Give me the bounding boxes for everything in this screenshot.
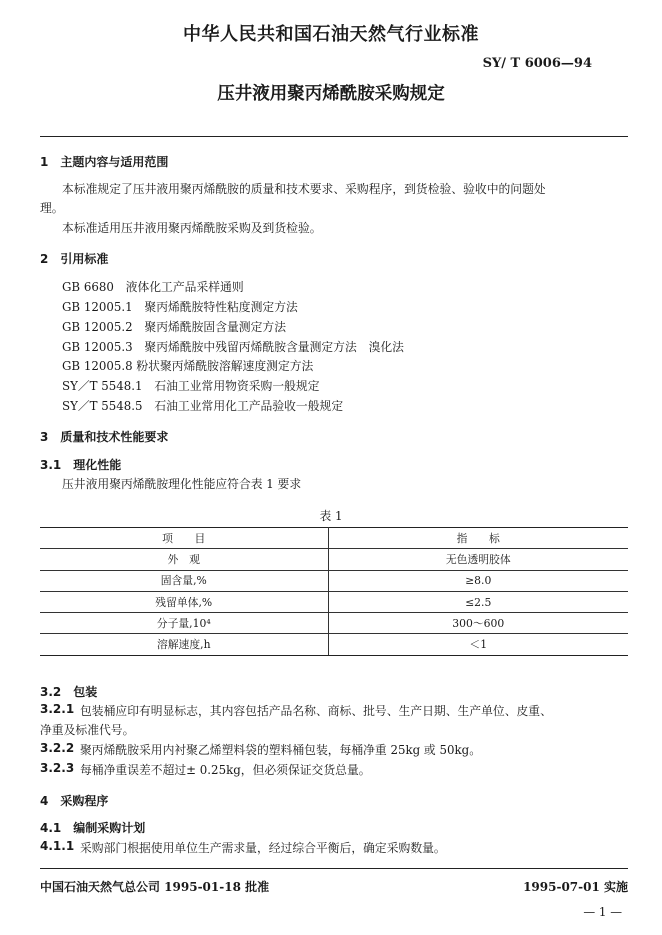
section-4-1-heading: 4.1 编制采购计划 bbox=[40, 821, 146, 835]
industry-standard-title: 中华人民共和国石油天然气行业标准 bbox=[183, 24, 479, 45]
reference-item: GB 12005.1 聚丙烯酰胺特性粘度测定方法 bbox=[62, 300, 298, 314]
approval-statement: 中国石油天然气总公司 1995-01-18 批准 bbox=[40, 880, 270, 894]
table-cell: 残留单体,% bbox=[40, 591, 328, 612]
properties-table bbox=[40, 527, 628, 656]
table-header-item: 项 目 bbox=[40, 528, 328, 549]
page-number: — 1 — bbox=[583, 905, 622, 919]
table-header-row bbox=[40, 528, 628, 549]
section-3-heading: 3 质量和技术性能要求 bbox=[40, 430, 169, 444]
section-3-1-text: 压井液用聚丙烯酰胺理化性能应符合表 1 要求 bbox=[62, 477, 302, 491]
clause-3-2-1-line-2: 净重及标准代号。 bbox=[40, 723, 135, 737]
section-1-paragraph-1-line-1: 本标准规定了压井液用聚丙烯酰胺的质量和技术要求、采购程序，到货检验、验收中的问题处 bbox=[62, 182, 546, 196]
table-row bbox=[40, 591, 628, 612]
document-title: 压井液用聚丙烯酰胺采购规定 bbox=[217, 84, 445, 104]
table-cell: 溶解速度,h bbox=[40, 634, 328, 655]
header-divider bbox=[40, 136, 628, 137]
table-row bbox=[40, 634, 628, 655]
clause-3-2-3-text: 每桶净重误差不超过± 0.25kg，但必须保证交货总量。 bbox=[80, 763, 371, 777]
clause-number: 3.2.1 bbox=[40, 702, 75, 716]
table-row bbox=[40, 613, 628, 634]
table-header-value: 指 标 bbox=[328, 528, 628, 549]
reference-item: SY／T 5548.1 石油工业常用物资采购一般规定 bbox=[62, 379, 320, 393]
clause-4-1-1-text: 采购部门根据使用单位生产需求量，经过综合平衡后，确定采购数量。 bbox=[80, 841, 446, 855]
table-caption: 表 1 bbox=[319, 509, 343, 523]
table-cell: 无色透明胶体 bbox=[328, 549, 628, 570]
section-1-paragraph-2: 本标准适用压井液用聚丙烯酰胺采购及到货检验。 bbox=[62, 221, 322, 235]
reference-item: GB 6680 液体化工产品采样通则 bbox=[62, 280, 244, 294]
table-cell: ＜1 bbox=[328, 634, 628, 655]
section-3-2-heading: 3.2 包装 bbox=[40, 685, 98, 699]
clause-number: 3.2.2 bbox=[40, 741, 75, 755]
clause-number: 3.2.3 bbox=[40, 761, 75, 775]
table-cell: 分子量,10⁴ bbox=[40, 613, 328, 634]
table-cell: 固含量,% bbox=[40, 570, 328, 591]
section-1-heading: 1 主题内容与适用范围 bbox=[40, 155, 169, 169]
footer-divider bbox=[40, 868, 628, 869]
clause-3-2-2-text: 聚丙烯酰胺采用内衬聚乙烯塑料袋的塑料桶包装，每桶净重 25kg 或 50kg。 bbox=[80, 743, 481, 757]
table-cell: ≥8.0 bbox=[328, 570, 628, 591]
section-1-paragraph-1-line-2: 理。 bbox=[40, 201, 64, 215]
table-row bbox=[40, 549, 628, 570]
implementation-date: 1995-07-01 实施 bbox=[523, 880, 628, 894]
reference-item: SY／T 5548.5 石油工业常用化工产品验收一般规定 bbox=[62, 399, 344, 413]
reference-item: GB 12005.2 聚丙烯酰胺固含量测定方法 bbox=[62, 320, 286, 334]
standard-code: SY/ T 6006—94 bbox=[482, 56, 592, 71]
reference-item: GB 12005.8 粉状聚丙烯酰胺溶解速度测定方法 bbox=[62, 359, 314, 373]
section-4-heading: 4 采购程序 bbox=[40, 794, 109, 808]
table-row bbox=[40, 570, 628, 591]
reference-item: GB 12005.3 聚丙烯酰胺中残留丙烯酰胺含量测定方法 溴化法 bbox=[62, 340, 404, 354]
table-cell: ≤2.5 bbox=[328, 591, 628, 612]
section-2-heading: 2 引用标准 bbox=[40, 252, 109, 266]
section-3-1-heading: 3.1 理化性能 bbox=[40, 458, 122, 472]
clause-number: 4.1.1 bbox=[40, 839, 75, 853]
clause-3-2-1-line-1: 包装桶应印有明显标志，其内容包括产品名称、商标、批号、生产日期、生产单位、皮重、 bbox=[80, 704, 552, 718]
table-cell: 300～600 bbox=[328, 613, 628, 634]
table-cell: 外 观 bbox=[40, 549, 328, 570]
